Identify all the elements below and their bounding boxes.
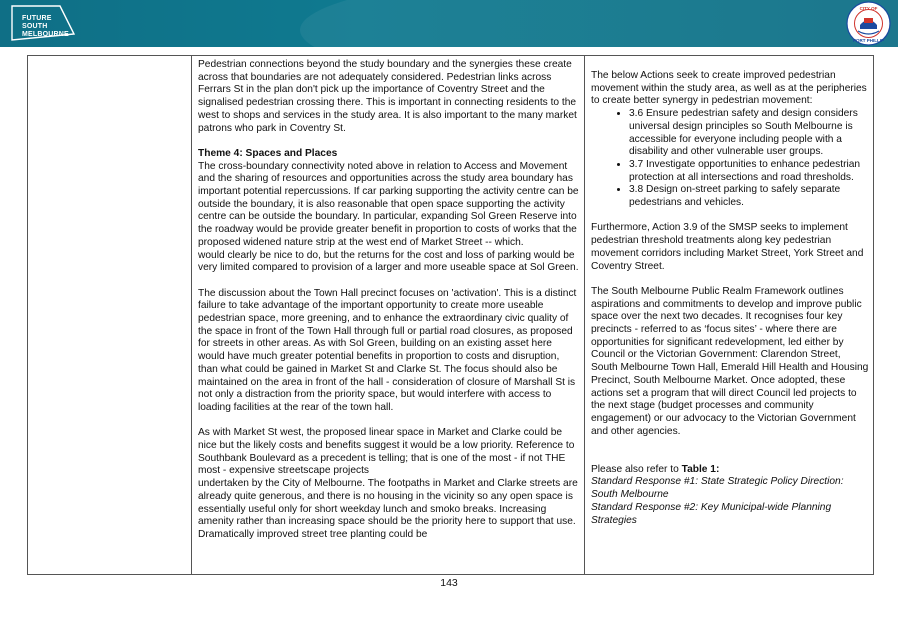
submission-text-cell bbox=[192, 56, 585, 575]
actions-list bbox=[591, 108, 869, 210]
logo-line-2: SOUTH bbox=[22, 23, 48, 30]
future-south-melbourne-logo bbox=[8, 4, 78, 42]
standard-response-2: Standard Response #2: Key Municipal-wide Planning Strategies bbox=[591, 501, 832, 526]
logo-text bbox=[22, 15, 69, 39]
list-item: • 3.8 Design on-street parking to safely separate pedestrians and vehicles. bbox=[629, 184, 869, 209]
table-reference: Table 1: bbox=[681, 463, 720, 475]
theme-heading: Theme 4: Spaces and Places bbox=[198, 147, 338, 159]
submission-response-table bbox=[27, 55, 874, 575]
svg-text:PORT PHILLIP: PORT PHILLIP bbox=[852, 38, 885, 43]
response-paragraph: Furthermore, Action 3.9 of the SMSP seeks to implement pedestrian threshold treatments along key pedestrian movement corridors including Market Street, York Street and Coventry Street. bbox=[591, 222, 864, 272]
response-paragraph: The below Actions seek to create improved pedestrian movement within the study area, as well as at the peripheries to create better synergy in pedestrian movement: bbox=[591, 70, 867, 107]
submission-paragraph: As with Market St west, the proposed linear space in Market and Clarke could be nice but the likely costs and benefits suggest it would be a low priority. Reference to Southbank Boulevard as a precedent is telling; that is one of the most - if not THE most - expensive streetscape projects bbox=[198, 427, 575, 477]
response-paragraph: The South Melbourne Public Realm Framework outlines aspirations and commitments to develop and improve public space over the next two decades. It recognises four key precincts - referred to as ‘focus sites’ - where there are opportunities for significant redevelopment, led either by Council or the Victorian Government: Clarendon Street, South Melbourne Town Hall, Emerald Hill Health and Housing Precinct, South Melbourne Market. Once adopted, these actions set a program that will direct Council led projects to the next stage (budget processes and community engagement) or our advocacy to the Victorian Government and other agencies. bbox=[591, 285, 869, 437]
port-phillip-seal-icon bbox=[846, 1, 891, 46]
submission-paragraph: The discussion about the Town Hall precinct focuses on 'activation'. This is a distinct failure to take advantage of the important opportunity to create more useable pedestrian space, more greening, and to enhance the extraordinary civic quality of the space in front of the Town Hall through full or partial road closures, as proposed for streets in other areas. As with Sol Green, building on an existing asset here would have much greater potential benefits in proportion to costs and disruption, than what could be gained in Market St and Clarke St. The focus should also be maintained on the area in front of the hall - consideration of closure of Marshall St is not only a distraction from the priority space, but would interfere with access to loading facilities at the rear of the town hall. bbox=[198, 287, 577, 413]
refer-line bbox=[591, 464, 869, 477]
submission-paragraph: Pedestrian connections beyond the study boundary and the synergies these create across that boundaries are not adequately considered. Pedestrian links across Ferrars St in the plan don't pick up the importance of Coventry Street and the signalised pedestrian crossing there. This is important in connecting residents to the west to shops and services in the study area. It is also important to the many market patrons who park in Coventry St. bbox=[198, 59, 577, 134]
submission-paragraph: would clearly be nice to do, but the returns for the cost and loss of parking would be very limited compared to provision of a larger and more useable space at Sol Green. bbox=[198, 249, 579, 274]
logo-line-3: MELBOURNE bbox=[22, 31, 69, 38]
logo-line-1: FUTURE bbox=[22, 15, 52, 22]
list-item: • 3.7 Investigate opportunities to enhance pedestrian protection at all intersections and road thresholds. bbox=[629, 159, 869, 184]
header-banner bbox=[0, 0, 898, 47]
table-row bbox=[28, 56, 874, 575]
list-item: • 3.6 Ensure pedestrian safety and design considers universal design principles so South Melbourne is accessible for everyone including people with a disability and other vulnerable user groups. bbox=[629, 108, 869, 159]
refer-prefix: Please also refer to bbox=[591, 463, 682, 475]
submission-paragraph: undertaken by the City of Melbourne. The footpaths in Market and Clarke streets are already quite generous, and there is no housing in the vicinity so any open space is essentially useful only for short weekday lunch and smoko breaks. Increasing amenity rather than increasing space should be the priority here to support that use. Dramatically improved street tree planting could be bbox=[198, 478, 578, 540]
banner-wave-decoration bbox=[300, 0, 898, 47]
submission-paragraph: The cross-boundary connectivity noted above in relation to Access and Movement and the sharing of resources and opportunities across the study area boundary has important potential repercussions. If car parking supporting the activity centre can be outside the boundary, it is also reasonable that open space supporting the activity centre can be outside the boundary. In particular, expanding Sol Green Reserve into the roadway would be provide greater benefit in proportion to costs of works that the proposed widened nature strip at the west end of Market Street -- which. bbox=[198, 160, 579, 248]
svg-text:CITY OF: CITY OF bbox=[859, 6, 878, 11]
page-number: 143 bbox=[440, 577, 458, 589]
council-response-cell bbox=[585, 56, 874, 575]
submitter-cell bbox=[28, 56, 192, 575]
city-of-port-phillip-seal bbox=[846, 1, 891, 46]
standard-response-1: Standard Response #1: State Strategic Policy Direction: South Melbourne bbox=[591, 476, 844, 501]
